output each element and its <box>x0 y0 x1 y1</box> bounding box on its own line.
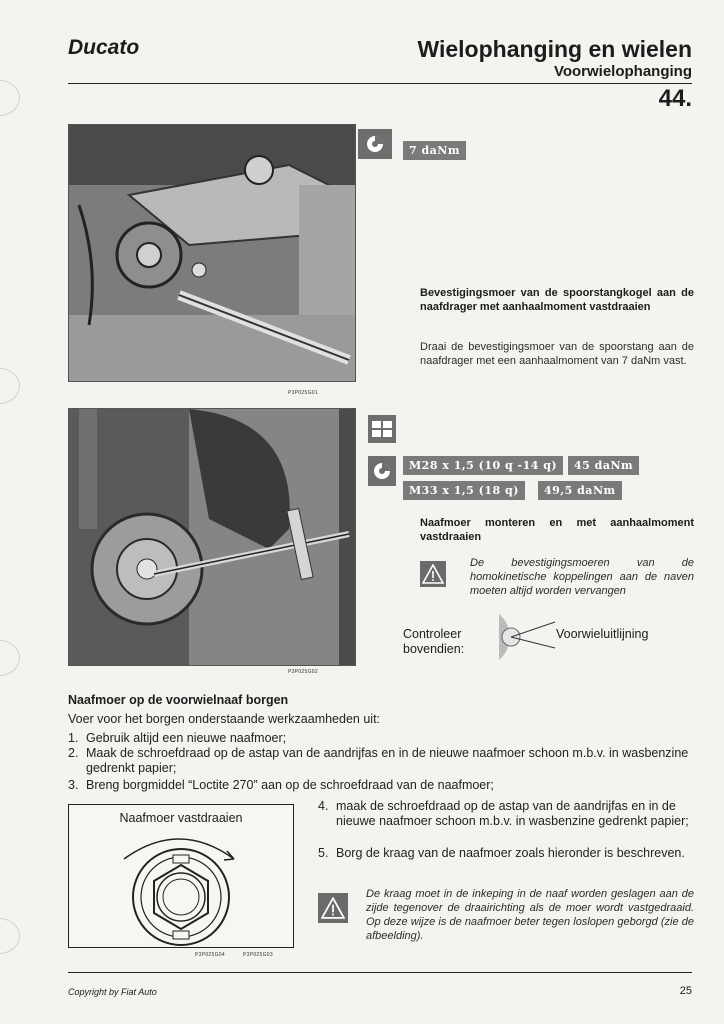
list-number: 3. <box>68 778 79 792</box>
list-number: 2. <box>68 746 79 760</box>
tool-grid-icon <box>368 415 396 443</box>
warning-icon <box>420 561 446 587</box>
hub-nut-diagram <box>68 804 294 948</box>
list-item <box>68 778 698 793</box>
step-heading: Naafmoer monteren en met aanhaalmoment vastdraaien <box>420 517 694 543</box>
step-description: Draai de bevestigingsmoer van de spoorstang aan de naafdrager met een aanhaalmoment van 7 daNm vast. <box>420 341 694 367</box>
list-text: maak de schroefdraad op de astap van de aandrijfas en in de nieuwe naafmoer schoon m.b.v. in wasbenzine gedrenkt papier; <box>336 799 689 828</box>
page-subtitle: Voorwielophanging <box>553 63 692 80</box>
footer-divider <box>68 972 692 973</box>
binder-hole <box>0 368 20 404</box>
section-number: 44. <box>658 85 692 112</box>
check-target: Voorwieluitlijning <box>556 627 649 641</box>
list-item <box>318 799 694 829</box>
diagram-label: Naafmoer vastdraaien <box>119 811 243 825</box>
diagram-code: P3P025G03 <box>243 952 273 958</box>
list-text: Gebruik altijd een nieuwe naafmoer; <box>86 731 287 745</box>
warning-text: De kraag moet in de inkeping in de naaf worden geslagen aan de zijde tegenover de draairichting als de moer wordt vastgedraaid. Op deze wijze is de naafmoer beter tegen loslopen geborgd (zie de afbeelding). <box>366 888 694 942</box>
wheel-alignment-icon <box>497 610 557 664</box>
binder-hole <box>0 80 20 116</box>
suspension-photo-2 <box>68 408 356 666</box>
list-item <box>68 731 698 746</box>
list-number: 5. <box>318 846 329 860</box>
torque-spec-badge: 49,5 daNm <box>538 481 622 500</box>
list-number: 1. <box>68 731 79 745</box>
photo-code: P3P025G01 <box>288 390 318 396</box>
diagram-code: P3P025G04 <box>195 952 225 958</box>
step-heading: Bevestigingsmoer van de spoorstangkogel aan de naafdrager met aanhaalmoment vastdraaien <box>420 287 694 313</box>
binder-hole <box>0 918 20 954</box>
check-label: Controleer bovendien: <box>403 627 465 656</box>
torque-spec-badge: 45 daNm <box>568 456 639 475</box>
section-intro: Voer voor het borgen onderstaande werkzaamheden uit: <box>68 712 381 726</box>
page-title: Wielophanging en wielen <box>417 36 692 62</box>
photo-code: P3P025G02 <box>288 669 318 675</box>
torque-wrench-icon <box>368 456 396 486</box>
copyright: Copyright by Fiat Auto <box>68 987 157 997</box>
thread-spec-badge: M28 x 1,5 (10 q -14 q) <box>403 456 563 475</box>
torque-wrench-icon <box>358 129 392 159</box>
list-item <box>68 746 698 776</box>
page-number: 25 <box>679 985 692 997</box>
thread-spec-badge: M33 x 1,5 (18 q) <box>403 481 525 500</box>
header-divider <box>68 83 692 84</box>
warning-text: De bevestigingsmoeren van de homokinetische koppelingen aan de naven moeten altijd worden vervangen <box>470 557 694 597</box>
list-number: 4. <box>318 799 329 813</box>
list-text: Borg de kraag van de naafmoer zoals hieronder is beschreven. <box>336 846 685 860</box>
list-text: Maak de schroefdraad op de astap van de aandrijfas en in de nieuwe naafmoer schoon m.b.v. in wasbenzine gedrenkt papier; <box>86 746 689 775</box>
binder-hole <box>0 640 20 676</box>
section-heading: Naafmoer op de voorwielnaaf borgen <box>68 693 289 707</box>
list-item <box>318 846 694 861</box>
suspension-photo-1 <box>68 124 356 382</box>
hub-nut-drawing <box>69 829 293 947</box>
warning-icon <box>318 893 348 923</box>
torque-spec-badge: 7 daNm <box>403 141 466 160</box>
brand-name: Ducato <box>68 36 140 59</box>
list-text: Breng borgmiddel “Loctite 270” aan op de schroefdraad van de naafmoer; <box>86 778 494 792</box>
